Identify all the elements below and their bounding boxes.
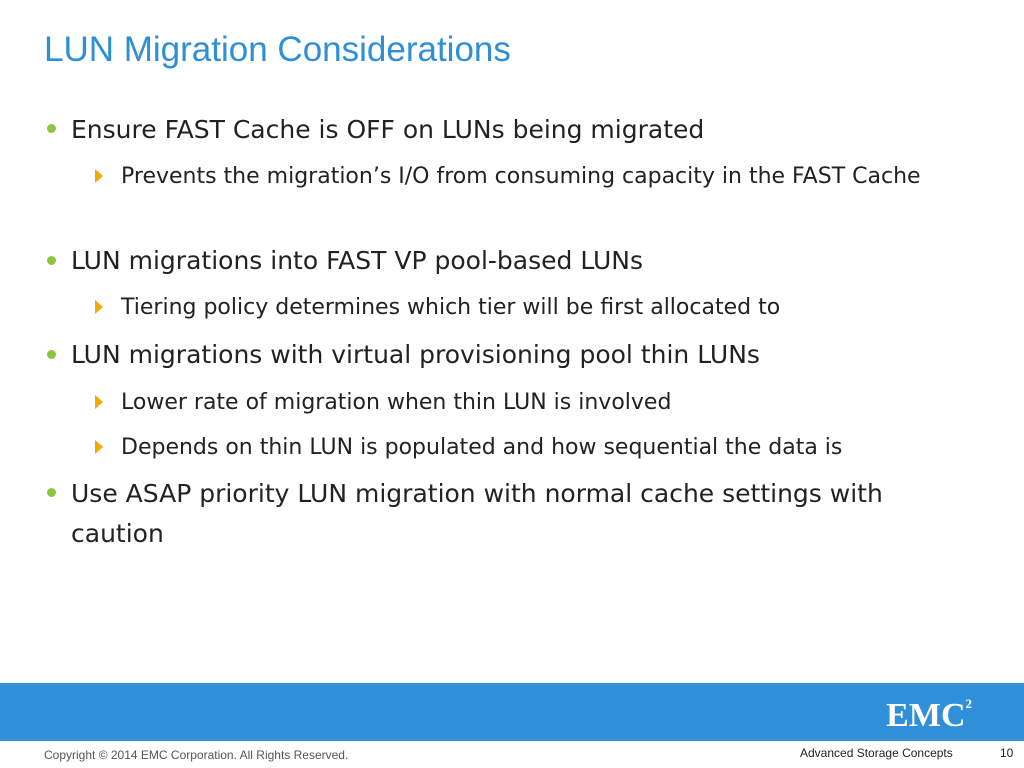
bullet-arrow-icon xyxy=(95,395,103,409)
bullet-level2: Depends on thin LUN is populated and how sequential the data is xyxy=(121,435,843,460)
bullet-arrow-icon xyxy=(95,300,103,314)
footer-bar xyxy=(0,683,1024,741)
bullet-level1: Ensure FAST Cache is OFF on LUNs being migrated xyxy=(71,115,705,144)
bullet-level1: Use ASAP priority LUN migration with normal cache settings with caution xyxy=(71,479,883,548)
copyright-text: Copyright © 2014 EMC Corporation. All Rights Reserved. xyxy=(44,748,349,762)
bullet-level1: LUN migrations with virtual provisioning pool thin LUNs xyxy=(71,340,760,369)
bullet-dot-icon xyxy=(47,124,56,133)
bullet-level2: Prevents the migration’s I/O from consuming capacity in the FAST Cache xyxy=(121,164,921,189)
page-number: 10 xyxy=(1000,746,1014,760)
emc-logo xyxy=(886,697,972,735)
bullet-level2: Tiering policy determines which tier will be first allocated to xyxy=(121,295,781,320)
bullet-level1: LUN migrations into FAST VP pool-based LUNs xyxy=(71,246,644,275)
bullet-arrow-icon xyxy=(95,169,103,183)
bullet-arrow-icon xyxy=(95,440,103,454)
bullet-level2: Lower rate of migration when thin LUN is involved xyxy=(121,390,672,415)
bullet-dot-icon xyxy=(47,488,56,497)
bullet-dot-icon xyxy=(47,350,56,359)
slide-title: LUN Migration Considerations xyxy=(44,30,511,69)
logo-superscript: 2 xyxy=(965,695,972,711)
course-title: Advanced Storage Concepts xyxy=(800,746,953,760)
logo-text: EMC xyxy=(886,697,966,734)
bullet-dot-icon xyxy=(47,256,56,265)
